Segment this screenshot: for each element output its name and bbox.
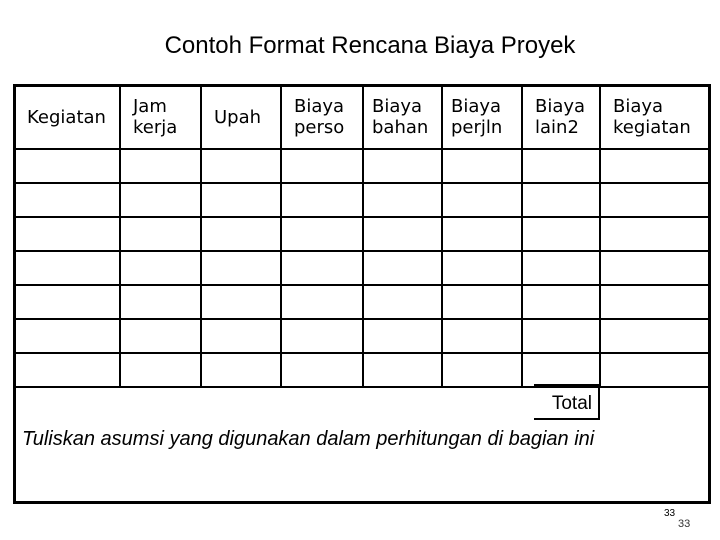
table-cell[interactable] <box>201 149 281 183</box>
table-cell[interactable] <box>522 217 600 251</box>
table-cell[interactable] <box>120 353 201 387</box>
assumption-instruction: Tuliskan asumsi yang digunakan dalam perhitungan di bagian ini <box>22 428 595 450</box>
table-cell[interactable] <box>14 353 120 387</box>
table-cell[interactable] <box>522 183 600 217</box>
column-header-biaya-lain2: Biaya lain2 <box>522 85 600 149</box>
table-cell[interactable] <box>201 217 281 251</box>
table-cell[interactable] <box>14 319 120 353</box>
table-row <box>14 319 710 353</box>
table-cell[interactable] <box>600 319 710 353</box>
table-cell[interactable] <box>442 217 522 251</box>
cost-plan-table <box>13 84 711 388</box>
table-cell[interactable] <box>201 183 281 217</box>
table-cell[interactable] <box>281 217 363 251</box>
table-cell[interactable] <box>600 285 710 319</box>
table-cell[interactable] <box>442 285 522 319</box>
table-cell[interactable] <box>14 149 120 183</box>
table-cell[interactable] <box>120 319 201 353</box>
table-cell[interactable] <box>281 149 363 183</box>
column-header-biaya-perso: Biaya perso <box>281 85 363 149</box>
column-header-upah: Upah <box>201 85 281 149</box>
table-cell[interactable] <box>120 217 201 251</box>
table-cell[interactable] <box>600 353 710 387</box>
table-cell[interactable] <box>522 251 600 285</box>
table-cell[interactable] <box>281 353 363 387</box>
table-cell[interactable] <box>281 319 363 353</box>
table-cell[interactable] <box>201 251 281 285</box>
table-cell[interactable] <box>600 217 710 251</box>
table-cell[interactable] <box>363 353 442 387</box>
page-number: 33 <box>664 508 676 519</box>
table-cell[interactable] <box>363 319 442 353</box>
table-row <box>14 183 710 217</box>
page-number-secondary: 33 <box>678 518 691 530</box>
table-cell[interactable] <box>281 251 363 285</box>
column-header-biaya-perjln: Biaya perjln <box>442 85 522 149</box>
table-row <box>14 149 710 183</box>
table-cell[interactable] <box>522 285 600 319</box>
table-cell[interactable] <box>522 149 600 183</box>
table-cell[interactable] <box>363 285 442 319</box>
table-cell[interactable] <box>442 353 522 387</box>
table-cell[interactable] <box>522 353 600 387</box>
table-cell[interactable] <box>363 217 442 251</box>
table-cell[interactable] <box>201 285 281 319</box>
table-cell[interactable] <box>442 149 522 183</box>
table-cell[interactable] <box>14 183 120 217</box>
column-header-biaya-kegiatan: Biaya kegiatan <box>600 85 710 149</box>
table-cell[interactable] <box>363 149 442 183</box>
table-cell[interactable] <box>600 149 710 183</box>
table-cell[interactable] <box>120 183 201 217</box>
table-cell[interactable] <box>281 285 363 319</box>
table-cell[interactable] <box>120 149 201 183</box>
table-row <box>14 251 710 285</box>
table-cell[interactable] <box>120 251 201 285</box>
column-header-jam-kerja: Jam kerja <box>120 85 201 149</box>
table-cell[interactable] <box>442 319 522 353</box>
table-cell[interactable] <box>363 183 442 217</box>
column-header-kegiatan: Kegiatan <box>14 85 120 149</box>
column-header-biaya-bahan: Biaya bahan <box>363 85 442 149</box>
table-row <box>14 217 710 251</box>
table-cell[interactable] <box>14 285 120 319</box>
table-cell[interactable] <box>600 183 710 217</box>
table-cell[interactable] <box>600 251 710 285</box>
table-cell[interactable] <box>281 183 363 217</box>
table-header-row <box>14 85 710 149</box>
table-row <box>14 285 710 319</box>
table-cell[interactable] <box>14 217 120 251</box>
table-cell[interactable] <box>201 353 281 387</box>
table-cell[interactable] <box>442 251 522 285</box>
table-cell[interactable] <box>14 251 120 285</box>
table-cell[interactable] <box>363 251 442 285</box>
table-row <box>14 353 710 387</box>
table-cell[interactable] <box>201 319 281 353</box>
page-title: Contoh Format Rencana Biaya Proyek <box>164 32 576 59</box>
table-cell[interactable] <box>120 285 201 319</box>
table-cell[interactable] <box>522 319 600 353</box>
total-label: Total <box>534 384 600 420</box>
table-cell[interactable] <box>442 183 522 217</box>
